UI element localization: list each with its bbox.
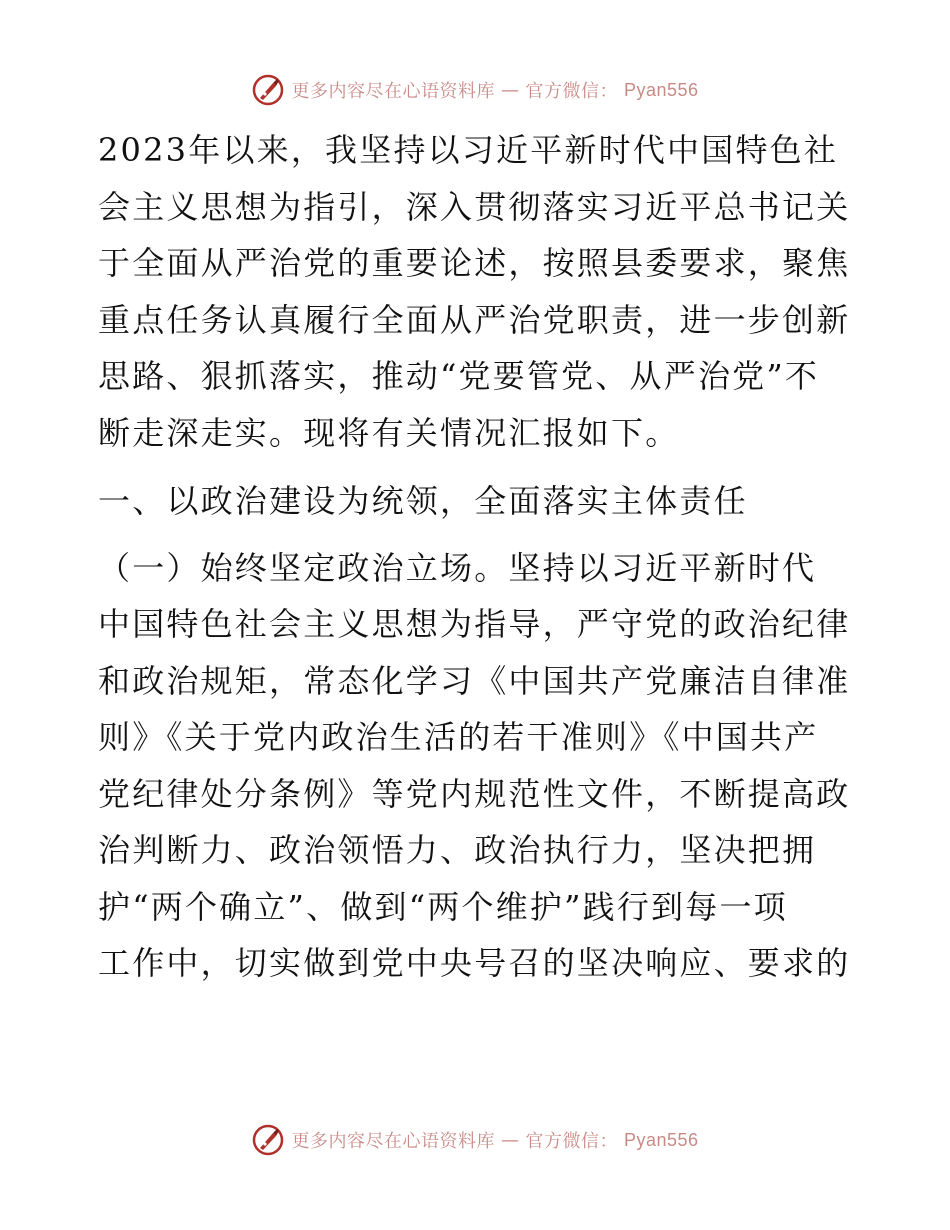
text-line: 党纪律处分条例》等党内规范性文件，不断提高政 bbox=[98, 774, 851, 813]
document-body bbox=[98, 122, 858, 992]
text-line: 和政治规矩，常态化学习《中国共产党廉洁自律准 bbox=[98, 661, 851, 700]
watermark-text: 更多内容尽在心语资料库 bbox=[291, 1131, 495, 1152]
watermark-separator: — bbox=[500, 1129, 520, 1151]
watermark-separator: — bbox=[500, 79, 520, 101]
footer-watermark bbox=[0, 1120, 950, 1160]
heading-text: 一、以政治建设为统领，全面落实主体责任 bbox=[98, 482, 748, 520]
section1-paragraph bbox=[98, 540, 858, 992]
section-heading bbox=[98, 473, 858, 530]
text-line: （一）始终坚定政治立场。坚持以习近平新时代 bbox=[98, 548, 817, 587]
text-line: 断走深走实。现将有关情况汇报如下。 bbox=[98, 413, 680, 452]
watermark-text: 更多内容尽在心语资料库 bbox=[291, 81, 495, 102]
pen-nib-seal-icon bbox=[251, 73, 285, 107]
text-line: 治判断力、政治领悟力、政治执行力，坚决把拥 bbox=[98, 831, 817, 869]
text-line: 中国特色社会主义思想为指导，严守党的政治纪律 bbox=[98, 605, 851, 643]
watermark-wechat-id: Pyan556 bbox=[623, 1129, 699, 1150]
text-line: 会主义思想为指引，深入贯彻落实习近平总书记关 bbox=[98, 187, 851, 226]
text-line: 重点任务认真履行全面从严治党职责，进一步创新 bbox=[98, 300, 851, 339]
watermark-label: 官方微信： bbox=[525, 1131, 618, 1152]
intro-paragraph bbox=[98, 122, 858, 461]
text-line: 则》《关于党内政治生活的若干准则》《中国共产 bbox=[98, 718, 819, 756]
text-line: 护“两个确立”、做到“两个维护”践行到每一项 bbox=[98, 887, 788, 926]
text-line: 工作中，切实做到党中央号召的坚决响应、要求的 bbox=[98, 944, 851, 982]
text-line: 2023年以来，我坚持以习近平新时代中国特色社 bbox=[98, 131, 839, 169]
pen-nib-seal-icon bbox=[251, 1123, 285, 1157]
text-line: 思路、狠抓落实，推动“党要管党、从严治党”不 bbox=[98, 357, 820, 395]
watermark-label: 官方微信： bbox=[525, 81, 618, 102]
watermark-wechat-id: Pyan556 bbox=[623, 79, 699, 100]
header-watermark bbox=[0, 70, 950, 110]
text-line: 于全面从严治党的重要论述，按照县委要求，聚焦 bbox=[98, 244, 851, 282]
